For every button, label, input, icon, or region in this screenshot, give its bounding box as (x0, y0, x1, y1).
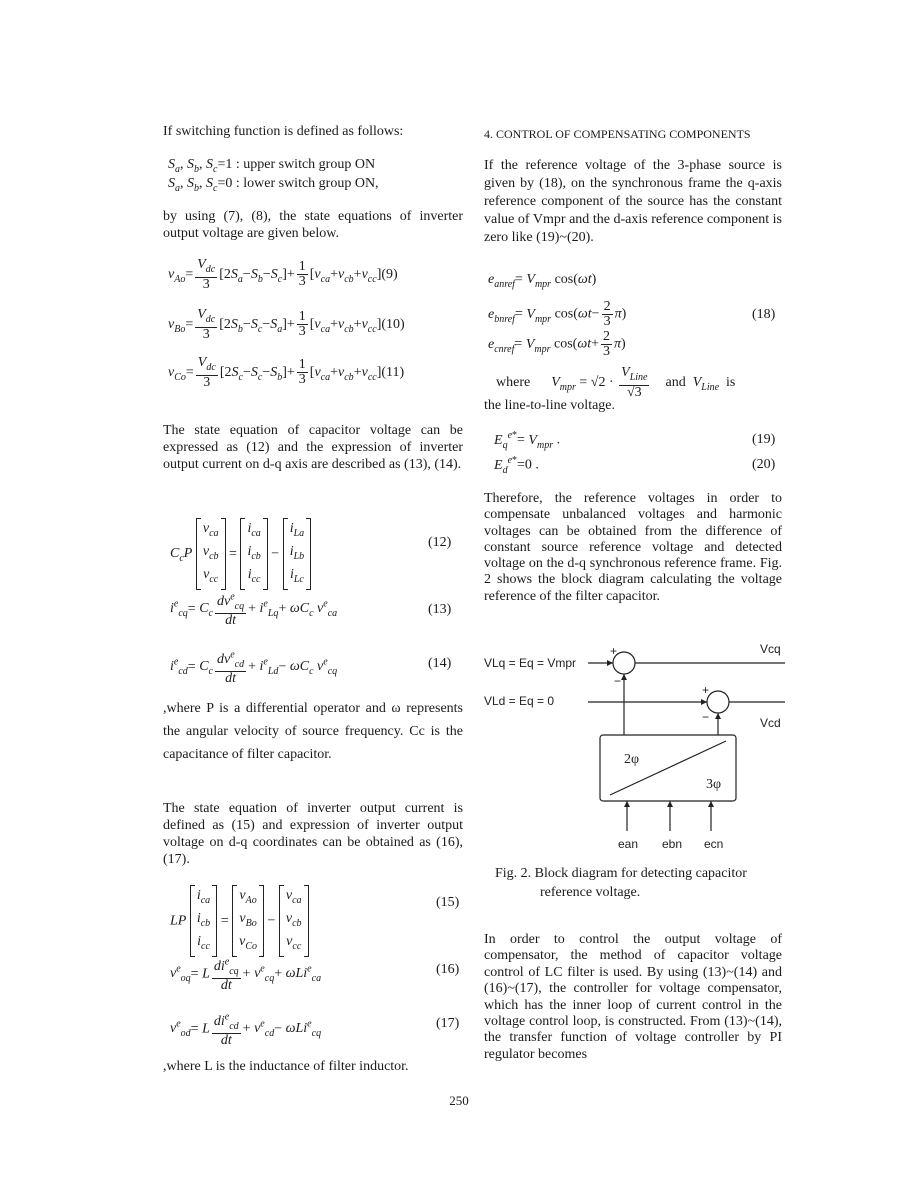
equation-15: LP $i_{ca}$ $i_{cb}$ $i_{cc}$ = $v_{Ao}$ $v_{Bo}$ $v_{Co}$ − $v_{ca}$ $v_{cb}$ $v_{cc}$ (170, 885, 309, 957)
equation-12: $C_cP$ $v_{ca}$ $v_{cb}$ $v_{cc}$ = $i_{ca}$ $i_{cb}$ $i_{cc}$ − $i_{La}$ $i_{Lb}$ $i_{Lc}$ (170, 518, 311, 590)
equation-16: $v^e_{oq}= L$ $\frac{di^e_{cq}}{dt}$ + $v^e_{cq}+ \omega Li^e_{ca}$ (170, 956, 322, 994)
equation-13: $i^e_{cq}= C_c$ $\frac{dv^e_{cq}}{dt}$ + $i^e_{Lq}+ \omega C_c$ $v^e_{ca}$ (170, 591, 338, 629)
label-3phi: 3φ (706, 777, 722, 792)
label-ebn: ebn (662, 837, 683, 851)
figure-caption-line1: Fig. 2. Block diagram for detecting capacitor (495, 866, 747, 881)
summing-junction-d (707, 691, 729, 713)
eq12-number: (12) (428, 535, 452, 550)
para-where-l: ,where L is the inductance of filter inductor. (163, 1059, 409, 1074)
label-ean: ean (618, 837, 639, 851)
equation-17: $v^e_{od}= L$ $\frac{di^e_{cd}}{dt}$ + $v^e_{cd}- \omega Li^e_{cq}$ (170, 1011, 322, 1049)
line-voltage-text: the line-to-line voltage. (484, 398, 616, 413)
para-therefore: Therefore, the reference voltages in order to compensate unbalanced voltages and harmonic voltages can be obtained from the difference of constant source reference voltage and detected voltage on the d-q synchronous reference frame. Fig. 2 shows the block diagram calculating the voltage reference of the filter capacitor. (484, 491, 782, 604)
eq14-number: (14) (428, 656, 452, 671)
equation-14: $i^e_{cd}= C_c$ $\frac{dv^e_{cd}}{dt}$ + $i^e_{Ld}- \omega C_c$ $v^e_{cq}$ (170, 649, 338, 687)
para-inverter-current: The state equation of inverter output current is defined as (15) and expression of inverter output voltage on d-q coordinates can be obtained as (16),(17). (163, 801, 463, 867)
plus-d: + (702, 683, 710, 697)
switch-lower: $S_a$, $S_b$, $S_c=0$ : lower switch group ON, (168, 176, 379, 194)
eq11-number: (11) (381, 365, 405, 381)
input-q-label: VLq = Eq = Vmpr (484, 656, 577, 670)
eq16-number: (16) (436, 962, 460, 977)
equation-18c: $e_{cnref}= V_{mpr}$ cos(ωt+ $\frac{2}{3}$ π) (488, 329, 626, 359)
equation-18b: $e_{bnref}= V_{mpr}$ cos(ωt− $\frac{2}{3}$ π) (488, 299, 627, 329)
eq13-number: (13) (428, 602, 452, 617)
block-diagram (480, 633, 790, 855)
where-label: where (496, 375, 531, 391)
equation-19: $E_q^{e*}= V_{mpr}$ . (494, 430, 561, 451)
where-vmpr: where $V_{mpr} = √2$ · $\frac{V_{Line}}{√3}$ and $V_{Line}$ is (496, 365, 736, 400)
is-label: is (726, 375, 736, 391)
para-reference-voltage: If the reference voltage of the 3-phase source is given by (18), on the synchronous frame the q-axis reference component of the source has the constant value of Vmpr and the d-axis reference component is zero like (19)~(20). (484, 158, 782, 245)
eq18-number: (18) (752, 307, 776, 322)
label-ecn: ecn (704, 837, 724, 851)
label-2phi: 2φ (624, 752, 640, 767)
output-d-label: Vcd (760, 716, 781, 730)
section-heading: 4. CONTROL OF COMPENSATING COMPONENTS (484, 127, 751, 141)
eq15-number: (15) (436, 895, 460, 910)
intro-text: If switching function is defined as follows: (163, 124, 404, 139)
para-where-p: ,where P is a differential operator and ω represents the angular velocity of source frequency. Cc is the capacitance of filter capacitor. (163, 701, 463, 762)
equation-9: $v_{Ao}=$ $\frac{V_{dc}}{3}$ $[2S_a-S_b-S_c]+$ $\frac{1}{3}$ $[v_{ca}+v_{cb}+v_{cc}](9)$ (168, 257, 398, 292)
equation-11: $v_{Co}=$ $\frac{V_{dc}}{3}$ $[2S_c-S_c-S_b]+$ $\frac{1}{3}$ $[v_{ca}+v_{cb}+v_{cc}](11)$ (168, 355, 405, 390)
minus-d: − (702, 710, 710, 724)
para-control-method: In order to control the output voltage of compensator, the method of capacitor voltage control of LC filter is used. By using (13)~(14) and (16)~(17), the controller for voltage compensator, which has the inner loop of current control in the voltage control loop, is constructed. From (13)~(14), the transfer function of voltage controller by PI regulator becomes (484, 932, 782, 1062)
page-number: 250 (449, 1093, 469, 1108)
equation-18a: $e_{anref}= V_{mpr}$ cos(ωt) (488, 272, 597, 290)
and-label: and (665, 375, 686, 391)
equation-20: $E_d^{e*}=0$ . (494, 455, 539, 476)
eq10-number: (10) (381, 317, 405, 333)
para-state-eq-intro: by using (7), (8), the state equations of inverter output voltage are given below. (163, 209, 463, 241)
minus-q: − (614, 674, 622, 688)
eq9-number: (9) (381, 267, 398, 283)
para-capacitor-voltage: The state equation of capacitor voltage can be expressed as (12) and the expression of inverter output current on d-q axis are described as (13), (14). (163, 423, 463, 472)
eq17-number: (17) (436, 1016, 460, 1031)
equation-10: $v_{Bo}=$ $\frac{V_{dc}}{3}$ $[2S_b-S_c-S_a]+$ $\frac{1}{3}$ $[v_{ca}+v_{cb}+v_{cc}](10)$ (168, 307, 405, 342)
eq19-number: (19) (752, 432, 776, 447)
figure-caption-line2: reference voltage. (540, 885, 641, 900)
input-d-label: VLd = Eq = 0 (484, 694, 555, 708)
switch-upper: $S_a$, $S_b$, $S_c=1$ : upper switch group ON (168, 157, 376, 175)
eq20-number: (20) (752, 457, 776, 472)
output-q-label: Vcq (760, 642, 781, 656)
plus-q: + (610, 644, 618, 658)
